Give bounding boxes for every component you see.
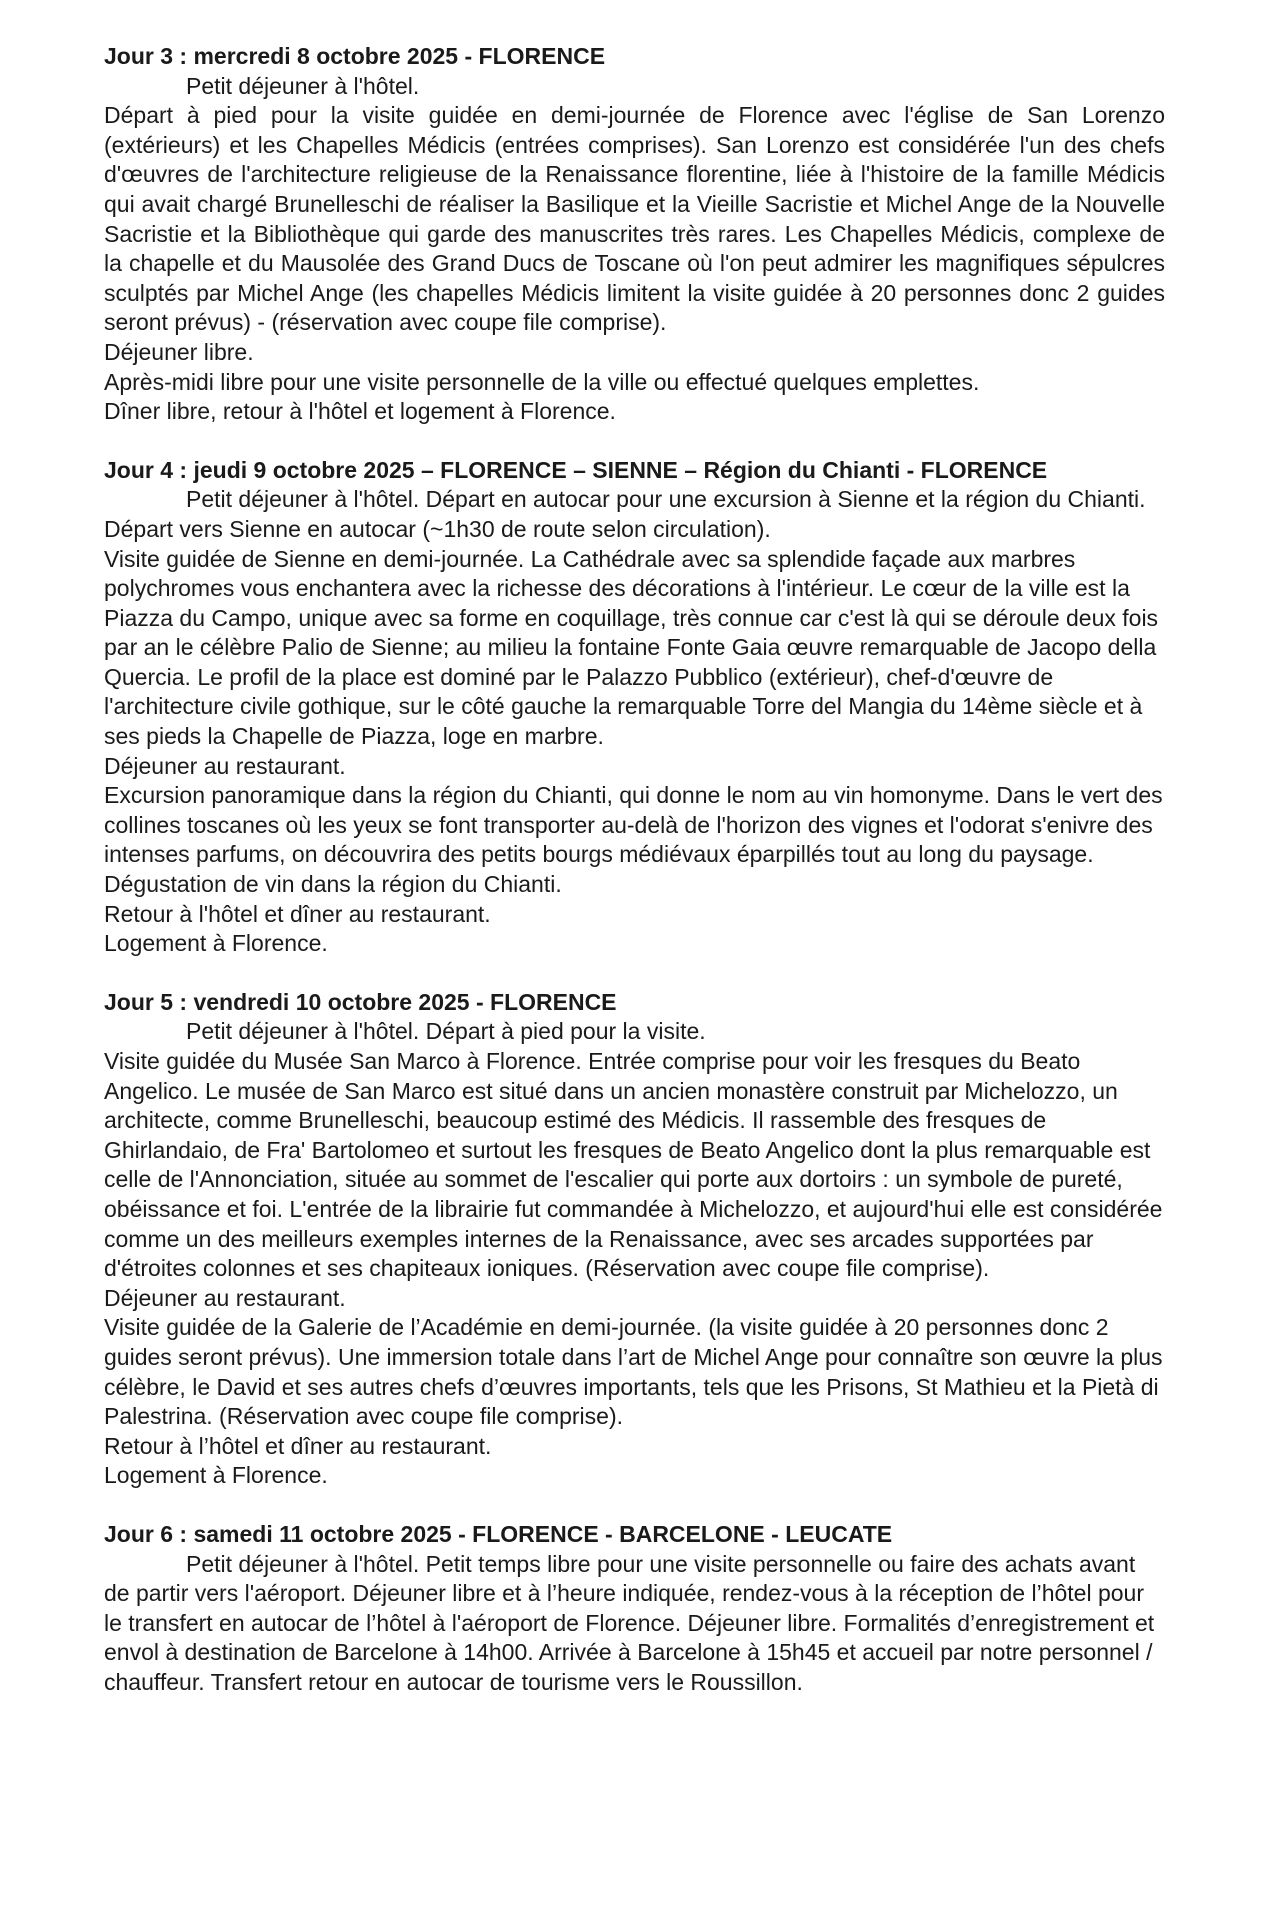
paragraph: Retour à l’hôtel et dîner au restaurant. — [104, 1432, 492, 1459]
paragraph: Départ à pied pour la visite guidée en demi-journée de Florence avec l'église de San Lorenzo (extérieurs) et les Chapelles Médicis (entrées comprises). San Lorenzo est considérée l'un des chefs d'œuvres de l'architecture religieuse de la Renaissance florentine, liée à l'histoire de la famille Médicis qui avait chargé Brunelleschi de réaliser la Basilique et la Vieille Sacristie et Michel Ange de la Nouvelle Sacristie et la Bibliothèque qui garde des manuscrites très rares. Les Chapelles Médicis, complexe de la chapelle et du Mausolée des Grand Ducs de Toscane où l'on peut admirer les magnifiques sépulcres sculptés par Michel Ange (les chapelles Médicis limitent la visite guidée à 20 personnes donc 2 guides seront prévus) - (réservation avec coupe file comprise). — [104, 102, 1165, 336]
day-title: Jour 6 : samedi 11 octobre 2025 - FLORENCE - BARCELONE - LEUCATE — [104, 1520, 893, 1547]
paragraph: Logement à Florence. — [104, 930, 328, 957]
paragraph: Dégustation de vin dans la région du Chianti. — [104, 871, 562, 898]
day-title: Jour 3 : mercredi 8 octobre 2025 - FLORENCE — [104, 43, 606, 69]
paragraph: Visite guidée de la Galerie de l’Académie en demi-journée. (la visite guidée à 20 personnes donc 2 guides seront prévus). Une immersion totale dans l’art de Michel Ange pour connaître son œuvre la plus célèbre, le David et ses autres chefs d’œuvres importants, tels que les Prisons, St Mathieu et la Pietà di Palestrina. (Réservation avec coupe file comprise). — [104, 1314, 1163, 1430]
day-title: Jour 4 : jeudi 9 octobre 2025 – FLORENCE – SIENNE – Région du Chianti - FLORENCE — [104, 456, 1048, 483]
paragraph: Dîner libre, retour à l'hôtel et logement à Florence. — [104, 398, 616, 425]
day-section-4 — [104, 456, 1165, 959]
day-section-5 — [104, 988, 1165, 1491]
paragraph: Déjeuner libre. — [104, 338, 254, 365]
paragraph: Petit déjeuner à l'hôtel. Départ en autocar pour une excursion à Sienne et la région du Chianti. — [186, 486, 1146, 513]
paragraph: Après-midi libre pour une visite personnelle de la ville ou effectué quelques emplettes. — [104, 368, 980, 395]
paragraph: Petit déjeuner à l'hôtel. Départ à pied pour la visite. — [186, 1018, 706, 1045]
paragraph: Petit déjeuner à l'hôtel. — [186, 72, 420, 99]
paragraph: Départ vers Sienne en autocar (~1h30 de route selon circulation). — [104, 515, 771, 542]
day-section-3 — [104, 42, 1165, 427]
paragraph: Déjeuner au restaurant. — [104, 752, 346, 779]
day-title: Jour 5 : vendredi 10 octobre 2025 - FLORENCE — [104, 988, 617, 1015]
paragraph: Retour à l'hôtel et dîner au restaurant. — [104, 900, 491, 927]
paragraph: Déjeuner au restaurant. — [104, 1284, 346, 1311]
paragraph: Visite guidée du Musée San Marco à Florence. Entrée comprise pour voir les fresques du Beato Angelico. Le musée de San Marco est situé dans un ancien monastère construit par Michelozzo, un architecte, comme Brunelleschi, beaucoup estimé des Médicis. Il rassemble des fresques de Ghirlandaio, de Fra' Bartolomeo et surtout les fresques de Beato Angelico dont la plus remarquable est celle de l'Annonciation, située au sommet de l'escalier qui porte aux dortoirs : un symbole de pureté, obéissance et foi. L'entrée de la librairie fut commandée à Michelozzo, et aujourd'hui elle est considérée comme un des meilleurs exemples internes de la Renaissance, avec ses arcades supportées par d'étroites colonnes et ses chapiteaux ioniques. (Réservation avec coupe file comprise). — [104, 1048, 1163, 1282]
paragraph: Excursion panoramique dans la région du Chianti, qui donne le nom au vin homonyme. Dans le vert des collines toscanes où les yeux se font transporter au-delà de l'horizon des vignes et l'odorat s'enivre des intenses parfums, on découvrira des petits bourgs médiévaux éparpillés tout au long du paysage. — [104, 782, 1163, 868]
day-section-6 — [104, 1520, 1165, 1698]
paragraph: Visite guidée de Sienne en demi-journée. La Cathédrale avec sa splendide façade aux marbres polychromes vous enchantera avec la richesse des décorations à l'intérieur. Le cœur de la ville est la Piazza du Campo, unique avec sa forme en coquillage, très connue car c'est là qui se déroule deux fois par an le célèbre Palio de Sienne; au milieu la fontaine Fonte Gaia œuvre remarquable de Jacopo della Quercia. Le profil de la place est dominé par le Palazzo Pubblico (extérieur), chef-d'œuvre de l'architecture civile gothique, sur le côté gauche la remarquable Torre del Mangia du 14ème siècle et à ses pieds la Chapelle de Piazza, loge en marbre. — [104, 545, 1159, 750]
paragraph: Logement à Florence. — [104, 1462, 328, 1489]
paragraph: Petit déjeuner à l'hôtel. Petit temps libre pour une visite personnelle ou faire des achats avant de partir vers l'aéroport. Déjeuner libre et à l’heure indiquée, rendez-vous à la réception de l’hôtel pour le transfert en autocar de l’hôtel à l'aéroport de Florence. Déjeuner libre. Formalités d’enregistrement et envol à destination de Barcelone à 14h00. Arrivée à Barcelone à 15h45 et accueil par notre personnel / chauffeur. Transfert retour en autocar de tourisme vers le Roussillon. — [104, 1550, 1155, 1695]
